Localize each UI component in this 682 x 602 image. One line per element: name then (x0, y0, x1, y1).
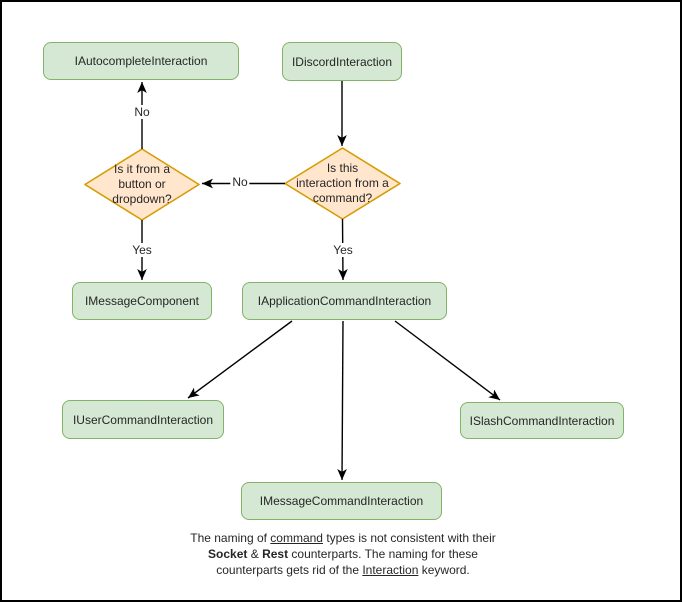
node-iautocomplete-interaction (43, 42, 239, 80)
node-label: IMessageCommandInteraction (259, 494, 424, 508)
caption-text: keyword. (418, 563, 470, 577)
caption-text: & (247, 547, 263, 561)
node-imessage-component (72, 282, 212, 320)
node-label: ISlashCommandInteraction (469, 413, 615, 428)
edge-application-command-to-message-command (342, 321, 343, 480)
node-label: IApplicationCommandInteraction (257, 294, 432, 308)
caption-line-3 (2, 562, 682, 578)
decision-line: command? (312, 191, 373, 205)
caption-line-1 (2, 530, 682, 546)
edge-label-yes-to-application-command: Yes (333, 243, 353, 257)
node-islash-command-interaction (460, 402, 624, 439)
edge-application-command-to-slash-command (395, 321, 500, 400)
caption-text: The naming of (190, 531, 271, 545)
node-label: IUserCommandInteraction (72, 412, 214, 427)
node-iuser-command-interaction (62, 400, 224, 439)
caption-bold-socket: Socket (208, 547, 248, 561)
caption-text: counterparts. The naming for these (288, 547, 478, 561)
edge-label-no-to-button-dropdown: No (232, 175, 248, 189)
caption-underlined-command: command (270, 531, 323, 545)
decision-line: dropdown? (112, 192, 172, 206)
node-label: IAutocompleteInteraction (74, 54, 208, 68)
edge-application-command-to-user-command (188, 321, 292, 398)
caption-text: types is not consistent with their (322, 531, 496, 545)
decision-line: Is it from a (113, 162, 170, 176)
caption-bold-rest: Rest (262, 547, 289, 561)
caption-underlined-interaction: Interaction (362, 563, 419, 577)
decision-from-command (285, 161, 400, 206)
caption-note (2, 530, 682, 578)
decision-button-or-dropdown (90, 162, 194, 207)
node-imessage-command-interaction (241, 482, 442, 520)
edge-label-no-to-autocomplete: No (134, 105, 150, 119)
caption-text: counterparts gets rid of the (216, 563, 363, 577)
decision-line: button or (118, 177, 166, 191)
decision-line: Is this (326, 161, 359, 175)
node-iapplication-command-interaction (242, 282, 447, 320)
caption-line-2 (2, 546, 682, 562)
node-label: IDiscordInteraction (291, 54, 393, 69)
node-idiscord-interaction (282, 42, 402, 81)
decision-line: interaction from a (296, 176, 389, 190)
edge-label-yes-to-message-component: Yes (132, 243, 152, 257)
node-label: IMessageComponent (84, 294, 200, 308)
